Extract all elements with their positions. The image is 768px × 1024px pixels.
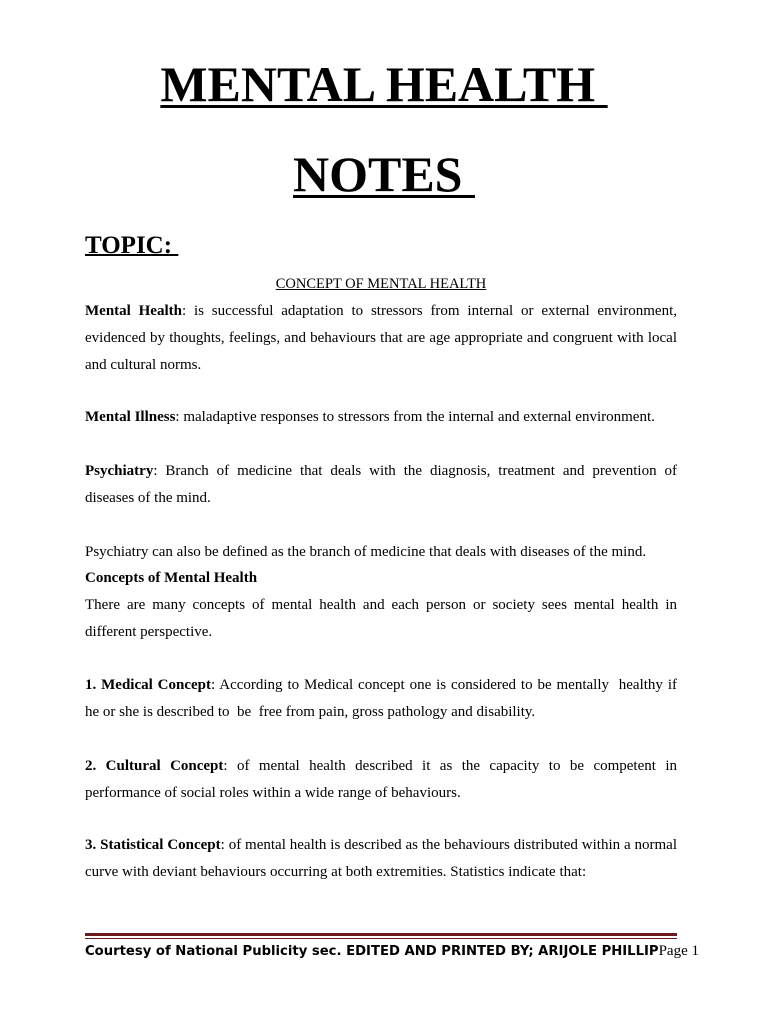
paragraph-concepts-intro <box>85 592 677 646</box>
paragraph-psychiatry <box>85 458 677 512</box>
footer-credit: Courtesy of National Publicity sec. EDITED AND PRINTED BY; ARIJOLE PHILLIP <box>85 944 659 959</box>
document-title-line2: NOTES <box>292 146 475 202</box>
definition-text: : is successful adaptation to stressors from internal or external environment, evidenced by thoughts, feelings, and behaviours that are age appropriate and congruent with local and cultural norms. <box>85 303 677 373</box>
topic-heading: TOPIC: <box>85 232 179 259</box>
concepts-heading-label: Concepts of Mental Health <box>85 570 258 586</box>
body-text: Psychiatry can also be defined as the branch of medicine that deals with diseases of the mind. <box>85 544 647 560</box>
section-subheading: CONCEPT OF MENTAL HEALTH <box>275 276 487 292</box>
term-label: 1. Medical Concept <box>85 677 212 693</box>
footer-rule-thin <box>85 938 677 939</box>
paragraph-cultural-concept <box>85 753 677 807</box>
paragraph-mental-illness <box>85 404 677 431</box>
footer-rule-thick <box>85 933 677 936</box>
paragraph-statistical-concept <box>85 832 677 886</box>
definition-text: : maladaptive responses to stressors from the internal and external environment. <box>175 409 655 425</box>
definition-text: : According to Medical concept one is considered to be mentally healthy if he or she is described to be free from pain, gross pathology and disability. <box>85 677 681 720</box>
term-label: 3. Statistical Concept <box>85 837 221 853</box>
concepts-heading <box>85 565 677 592</box>
page-number: Page 1 <box>658 943 699 959</box>
definition-text: : Branch of medicine that deals with the diagnosis, treatment and prevention of diseases of the mind. <box>85 463 677 506</box>
document-title-line1: MENTAL HEALTH <box>160 56 608 112</box>
term-label: Mental Illness <box>85 409 176 425</box>
paragraph-medical-concept <box>85 672 681 726</box>
definition-text: : of mental health described it as the capacity to be competent in performance of social roles within a wide range of behaviours. <box>85 758 677 801</box>
page-footer <box>85 940 699 963</box>
term-label: 2. Cultural Concept <box>85 758 224 774</box>
term-label: Mental Health <box>85 303 182 319</box>
definition-text: : of mental health is described as the behaviours distributed within a normal curve with deviant behaviours occurring at both extremities. Statistics indicate that: <box>85 837 678 880</box>
paragraph-psychiatry-alt <box>85 539 677 566</box>
term-label: Psychiatry <box>85 463 154 479</box>
paragraph-mental-health <box>85 298 677 379</box>
body-text: There are many concepts of mental health and each person or society sees mental health in different perspective. <box>85 597 677 640</box>
